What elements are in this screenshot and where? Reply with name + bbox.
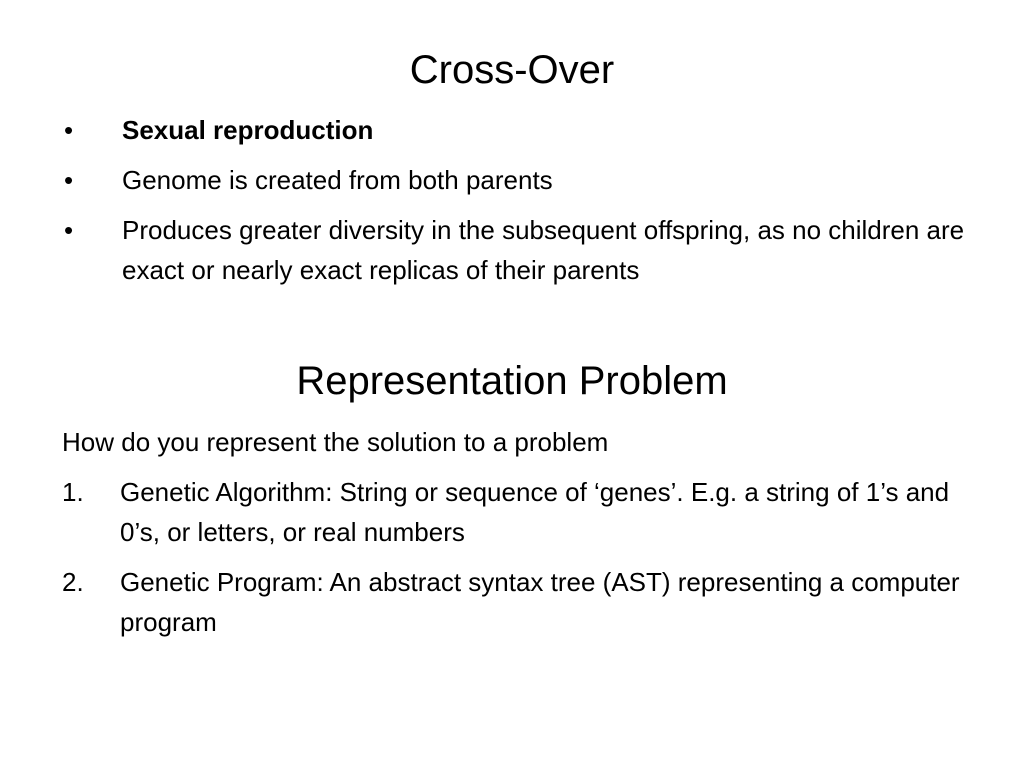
bullet-text: Produces greater diversity in the subsequent offspring, as no children are exact or nearly exact replicas of their parents xyxy=(122,215,965,285)
bullet-marker: • xyxy=(64,115,74,145)
cross-over-title: Cross-Over xyxy=(409,48,615,92)
bullet-marker: • xyxy=(64,165,74,195)
bullet-text: Sexual reproduction xyxy=(122,115,374,145)
representation-problem-list xyxy=(62,422,982,652)
cross-over-bullet-list xyxy=(62,110,982,300)
bullet-item-2 xyxy=(62,160,982,200)
bullet-item-3 xyxy=(62,210,982,290)
bullet-marker: • xyxy=(64,215,74,245)
bullet-item-1 xyxy=(62,110,982,150)
numbered-item-text: Genetic Program: An abstract syntax tree (AST) representing a computer program xyxy=(120,567,960,637)
numbered-item-1 xyxy=(62,472,982,552)
numbered-item-text: Genetic Algorithm: String or sequence of ‘genes’. E.g. a string of 1’s and 0’s, or letters, or real numbers xyxy=(120,477,950,547)
number-marker: 1. xyxy=(62,477,84,507)
intro-text: How do you represent the solution to a problem xyxy=(62,427,609,457)
bullet-text: Genome is created from both parents xyxy=(122,165,553,195)
number-marker: 2. xyxy=(62,567,84,597)
numbered-item-2 xyxy=(62,562,982,642)
representation-problem-title: Representation Problem xyxy=(296,359,728,403)
